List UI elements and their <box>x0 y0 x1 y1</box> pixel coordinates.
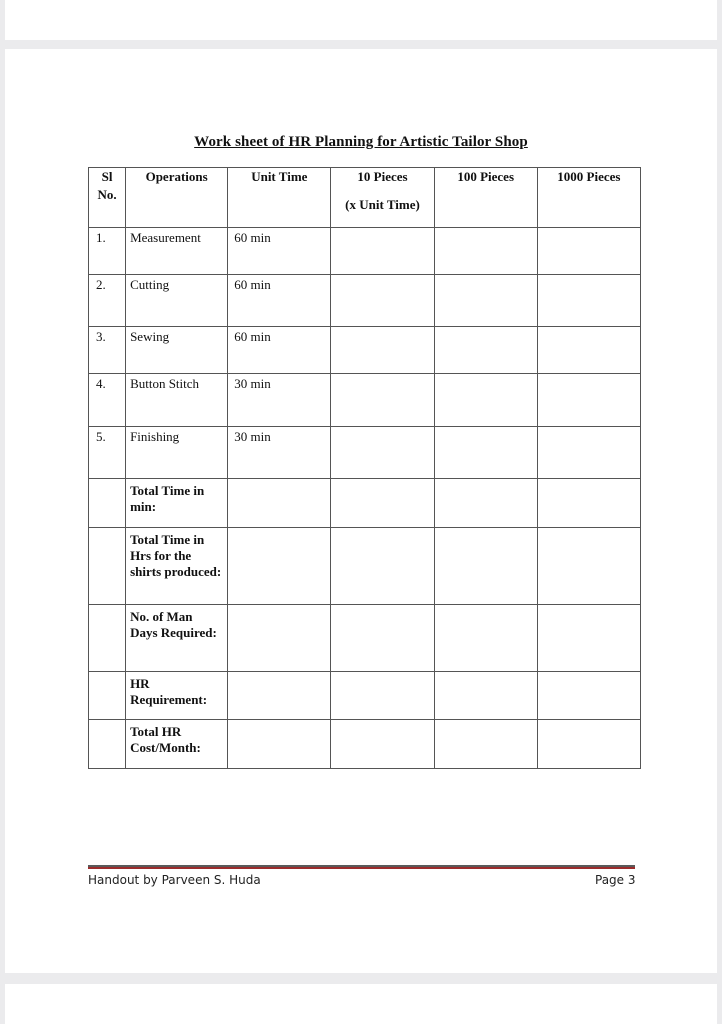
document-page <box>5 49 717 973</box>
header-10-pieces: 10 Pieces (x Unit Time) <box>331 168 434 228</box>
pieces-10-cell[interactable] <box>331 605 434 672</box>
table-row <box>89 427 641 479</box>
pieces-1000-cell[interactable] <box>537 327 640 374</box>
sl-cell: 4. <box>89 374 126 427</box>
footer-author: Handout by Parveen S. Huda <box>88 873 261 887</box>
pieces-10-cell[interactable] <box>331 427 434 479</box>
summary-row <box>89 479 641 528</box>
summary-row <box>89 672 641 720</box>
pieces-10-cell[interactable] <box>331 672 434 720</box>
summary-label-total-time-min: Total Time in min: <box>126 479 228 528</box>
pieces-100-cell[interactable] <box>434 720 537 769</box>
pieces-100-cell[interactable] <box>434 327 537 374</box>
pieces-10-cell[interactable] <box>331 327 434 374</box>
footer-page-number: Page 3 <box>595 873 636 887</box>
unit-time-cell: 30 min <box>228 374 331 427</box>
unit-time-cell[interactable] <box>228 672 331 720</box>
sl-cell <box>89 479 126 528</box>
summary-row <box>89 528 641 605</box>
pieces-10-cell[interactable] <box>331 228 434 275</box>
sl-cell: 1. <box>89 228 126 275</box>
previous-page-edge <box>5 0 717 40</box>
operation-cell: Sewing <box>126 327 228 374</box>
header-1000-pieces: 1000 Pieces <box>537 168 640 228</box>
summary-label-hr-requirement: HR Requirement: <box>126 672 228 720</box>
summary-row <box>89 720 641 769</box>
unit-time-cell: 60 min <box>228 327 331 374</box>
sl-cell <box>89 720 126 769</box>
pieces-100-cell[interactable] <box>434 228 537 275</box>
table-row <box>89 374 641 427</box>
pieces-10-cell[interactable] <box>331 275 434 327</box>
header-100-pieces: 100 Pieces <box>434 168 537 228</box>
header-unit-time: Unit Time <box>228 168 331 228</box>
unit-time-cell[interactable] <box>228 605 331 672</box>
sl-cell: 2. <box>89 275 126 327</box>
unit-time-cell[interactable] <box>228 528 331 605</box>
table-row <box>89 275 641 327</box>
pieces-100-cell[interactable] <box>434 374 537 427</box>
unit-time-cell: 30 min <box>228 427 331 479</box>
pieces-10-cell[interactable] <box>331 374 434 427</box>
pieces-10-cell[interactable] <box>331 720 434 769</box>
header-operations: Operations <box>126 168 228 228</box>
summary-label-total-time-hrs: Total Time in Hrs for the shirts produced: <box>126 528 228 605</box>
unit-time-cell[interactable] <box>228 720 331 769</box>
pieces-1000-cell[interactable] <box>537 528 640 605</box>
header-10-pieces-sub: (x Unit Time) <box>345 197 420 212</box>
footer-divider <box>88 865 635 867</box>
operation-cell: Cutting <box>126 275 228 327</box>
table-row <box>89 228 641 275</box>
next-page-edge <box>5 984 717 1024</box>
unit-time-cell: 60 min <box>228 275 331 327</box>
table-row <box>89 327 641 374</box>
sl-cell <box>89 605 126 672</box>
summary-label-man-days: No. of Man Days Required: <box>126 605 228 672</box>
sl-cell: 5. <box>89 427 126 479</box>
operation-cell: Measurement <box>126 228 228 275</box>
sl-cell <box>89 528 126 605</box>
unit-time-cell[interactable] <box>228 479 331 528</box>
table-header-row <box>89 168 641 228</box>
pieces-1000-cell[interactable] <box>537 427 640 479</box>
header-sl-no: Sl No. <box>89 168 126 228</box>
pieces-100-cell[interactable] <box>434 427 537 479</box>
operation-cell: Button Stitch <box>126 374 228 427</box>
pieces-1000-cell[interactable] <box>537 228 640 275</box>
pieces-1000-cell[interactable] <box>537 479 640 528</box>
sl-cell <box>89 672 126 720</box>
pieces-100-cell[interactable] <box>434 528 537 605</box>
pieces-1000-cell[interactable] <box>537 672 640 720</box>
summary-row <box>89 605 641 672</box>
pieces-10-cell[interactable] <box>331 528 434 605</box>
sl-cell: 3. <box>89 327 126 374</box>
pieces-1000-cell[interactable] <box>537 605 640 672</box>
unit-time-cell: 60 min <box>228 228 331 275</box>
pieces-1000-cell[interactable] <box>537 275 640 327</box>
pieces-1000-cell[interactable] <box>537 374 640 427</box>
pieces-1000-cell[interactable] <box>537 720 640 769</box>
pieces-100-cell[interactable] <box>434 672 537 720</box>
pieces-100-cell[interactable] <box>434 275 537 327</box>
summary-label-hr-cost: Total HR Cost/Month: <box>126 720 228 769</box>
operation-cell: Finishing <box>126 427 228 479</box>
pieces-100-cell[interactable] <box>434 605 537 672</box>
pieces-100-cell[interactable] <box>434 479 537 528</box>
hr-planning-table <box>88 167 641 769</box>
worksheet-title: Work sheet of HR Planning for Artistic Tailor Shop <box>194 134 528 150</box>
pieces-10-cell[interactable] <box>331 479 434 528</box>
